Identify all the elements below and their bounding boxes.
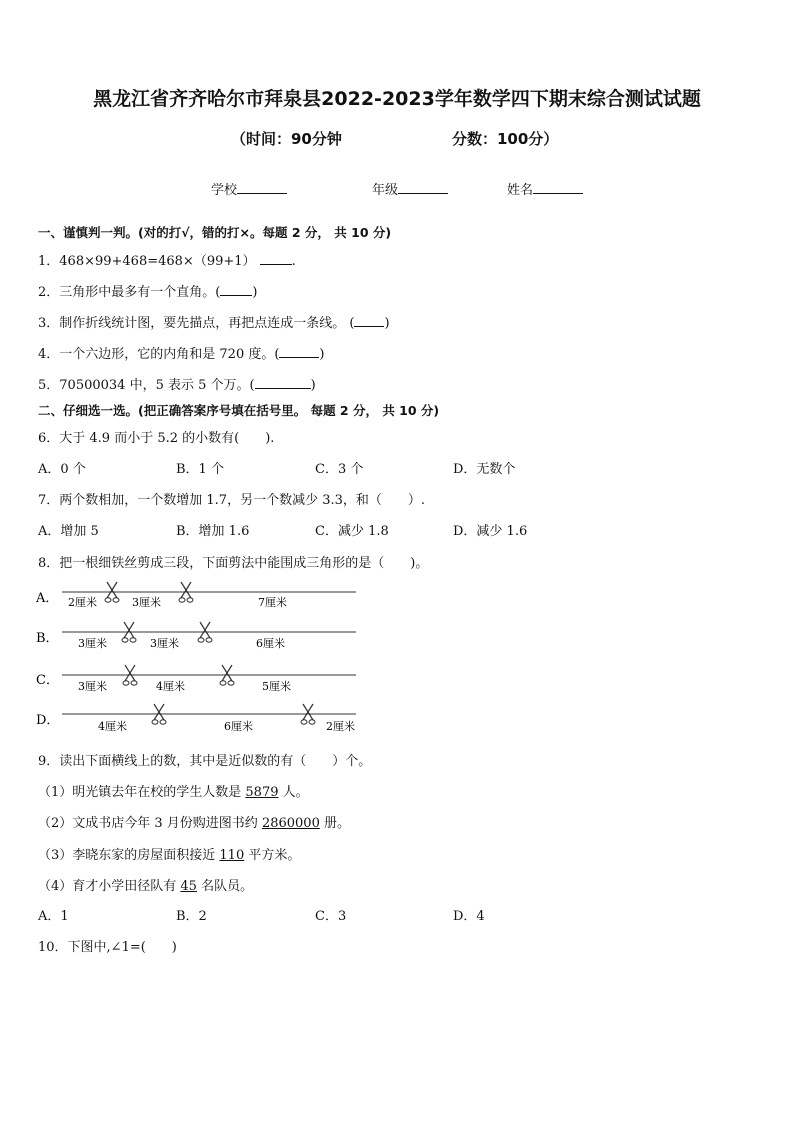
school-field	[211, 179, 287, 198]
q7-option-a[interactable]: A．增加 5	[38, 524, 99, 539]
name-label: 姓名	[507, 183, 534, 198]
q9-item-4: （4）育才小学田径队有 45 名队员。	[38, 879, 254, 894]
segment-label: 3厘米	[132, 596, 161, 609]
segment-label: 5厘米	[262, 680, 291, 693]
q6-option-a[interactable]: A．0 个	[38, 462, 86, 477]
segment-label: 7厘米	[258, 596, 287, 609]
q8-option-c-label: C．	[36, 673, 59, 688]
question-1: 1．468×99+468=468×（99+1） .	[38, 254, 296, 269]
q7-option-b[interactable]: B．增加 1.6	[176, 524, 250, 539]
grade-field	[372, 179, 448, 198]
q7-option-c[interactable]: C．减少 1.8	[315, 524, 389, 539]
q8-option-b-label: B．	[36, 631, 59, 646]
question-8: 8．把一根细铁丝剪成三段，下面剪法中能围成三角形的是（ )。	[38, 556, 429, 571]
answer-blank[interactable]	[260, 264, 292, 265]
underlined-number: 5879	[245, 785, 279, 800]
answer-blank[interactable]	[255, 388, 311, 389]
exam-time: （时间：90分钟	[231, 130, 342, 148]
question-9: 9．读出下面横线上的数，其中是近似数的有（ ）个。	[38, 754, 372, 769]
q8-option-c[interactable]	[36, 665, 356, 693]
segment-label: 3厘米	[78, 680, 107, 693]
answer-blank[interactable]	[354, 326, 384, 327]
q8-wire-diagrams	[36, 578, 376, 740]
question-4: 4．一个六边形，它的内角和是 720 度。( )	[38, 347, 325, 362]
segment-label: 4厘米	[156, 680, 185, 693]
name-field	[507, 179, 583, 198]
exam-score: 分数：100分）	[452, 130, 559, 148]
school-label: 学校	[211, 183, 238, 198]
answer-blank[interactable]	[220, 295, 252, 296]
q8-option-d[interactable]	[36, 704, 356, 733]
underlined-number: 2860000	[261, 816, 320, 831]
q9-item-3: （3）李晓东家的房屋面积接近 110 平方米。	[38, 848, 301, 863]
answer-blank[interactable]	[279, 357, 319, 358]
q6-option-c[interactable]: C．3 个	[315, 462, 364, 477]
q8-option-a-label: A．	[36, 591, 59, 606]
q9-option-c[interactable]: C．3	[315, 909, 347, 924]
page-title: 黑龙江省齐齐哈尔市拜泉县2022-2023学年数学四下期末综合测试试题	[93, 88, 701, 110]
question-10: 10．下图中,∠1=( )	[38, 940, 177, 955]
q9-option-a[interactable]: A．1	[38, 909, 69, 924]
section-2-heading: 二、仔细选一选。(把正确答案序号填在括号里。 每题 2 分， 共 10 分)	[38, 403, 440, 418]
underlined-number: 45	[180, 879, 197, 894]
q9-option-b[interactable]: B．2	[176, 909, 207, 924]
school-blank[interactable]	[237, 193, 287, 194]
name-blank[interactable]	[533, 193, 583, 194]
segment-label: 2厘米	[68, 596, 97, 609]
q9-item-1: （1）明光镇去年在校的学生人数是 5879 人。	[38, 785, 309, 800]
question-5: 5．70500034 中，5 表示 5 个万。( )	[38, 378, 316, 393]
q6-option-d[interactable]: D．无数个	[453, 462, 516, 477]
segment-label: 6厘米	[224, 720, 253, 733]
q9-option-d[interactable]: D．4	[453, 909, 485, 924]
q6-option-b[interactable]: B．1 个	[176, 462, 224, 477]
underlined-number: 110	[219, 848, 245, 863]
segment-label: 4厘米	[98, 720, 127, 733]
grade-label: 年级	[372, 183, 399, 198]
segment-label: 2厘米	[326, 720, 355, 733]
q7-option-d[interactable]: D．减少 1.6	[453, 524, 528, 539]
grade-blank[interactable]	[398, 193, 448, 194]
segment-label: 3厘米	[78, 637, 107, 650]
q8-option-b[interactable]	[36, 622, 356, 650]
question-3: 3．制作折线统计图，要先描点，再把点连成一条线。 ( )	[38, 316, 390, 331]
q9-item-2: （2）文成书店今年 3 月份购进图书约 2860000 册。	[38, 816, 350, 831]
question-7: 7．两个数相加，一个数增加 1.7，另一个数减少 3.3，和（ ）.	[38, 493, 426, 508]
segment-label: 6厘米	[256, 637, 285, 650]
q8-option-a[interactable]	[36, 582, 356, 609]
question-2: 2．三角形中最多有一个直角。( )	[38, 285, 258, 300]
section-1-heading: 一、谨慎判一判。(对的打√，错的打×。每题 2 分， 共 10 分)	[38, 225, 392, 240]
segment-label: 3厘米	[150, 637, 179, 650]
question-6: 6．大于 4.9 而小于 5.2 的小数有( ).	[38, 431, 275, 446]
q8-option-d-label: D．	[36, 713, 60, 728]
